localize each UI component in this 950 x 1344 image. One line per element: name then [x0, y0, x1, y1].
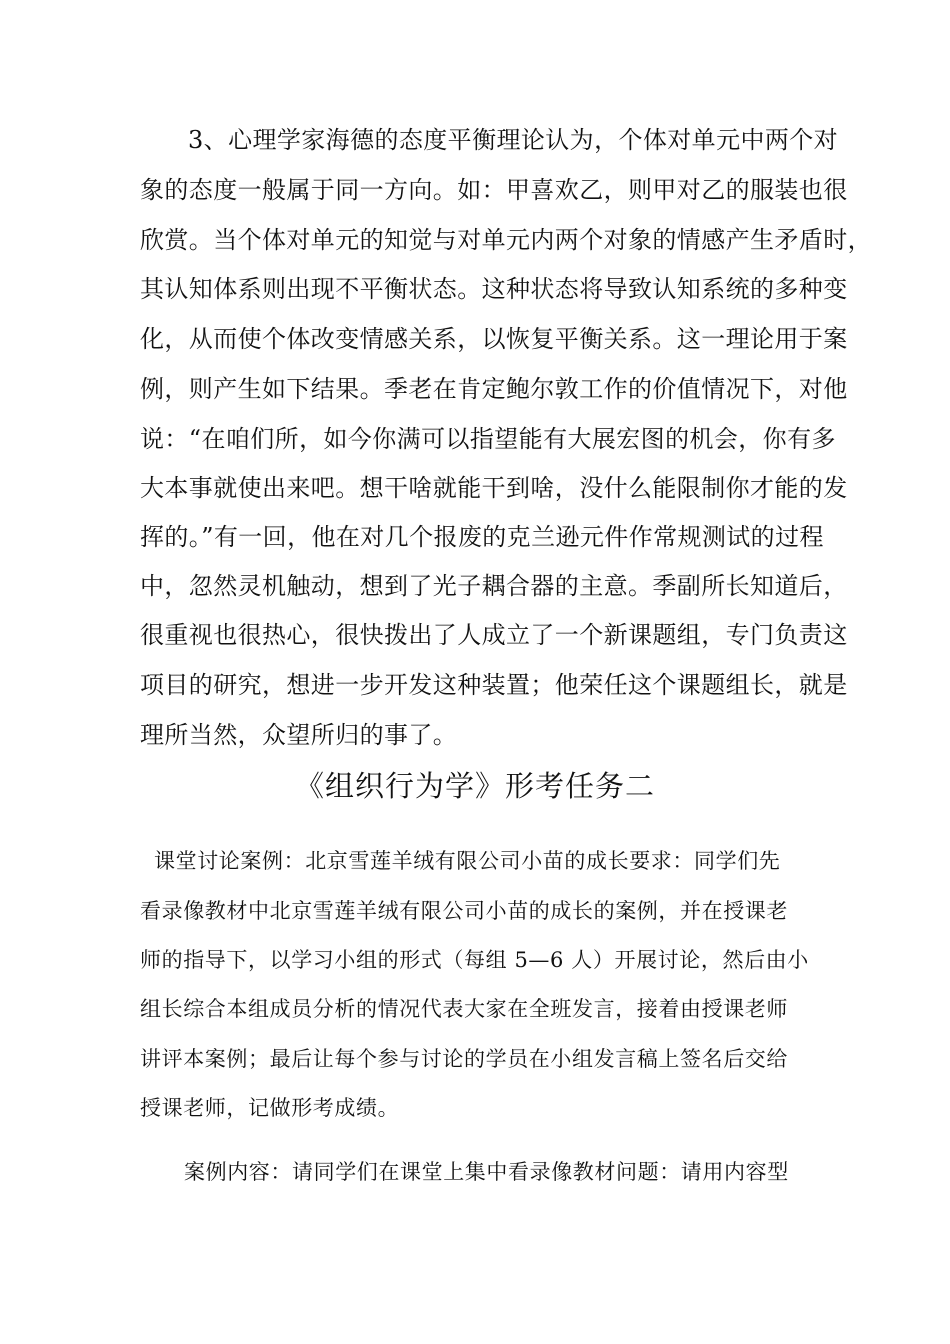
paragraph-line: 大本事就使出来吧。想干啥就能干到啥，没什么能限制你才能的发	[140, 474, 848, 502]
paragraph-line: 理所当然，众望所归的事了。	[140, 721, 458, 749]
paragraph-line: 项目的研究，想进一步开发这种装置；他荣任这个课题组长，就是	[140, 671, 848, 699]
paragraph-line: 讲评本案例；最后让每个参与讨论的学员在小组发言稿上签名后交给	[140, 1047, 788, 1071]
section-title: 《组织行为学》形考任务二	[294, 769, 655, 803]
paragraph-line: 挥的。”有一回，他在对几个报废的克兰逊元件作常规测试的过程	[140, 523, 824, 551]
paragraph-line: 3、心理学家海德的态度平衡理论认为，个体对单元中两个对	[188, 126, 839, 154]
paragraph-line: 案例内容：请同学们在课堂上集中看录像教材问题：请用内容型	[184, 1160, 789, 1184]
paragraph-line: 例，则产生如下结果。季老在肯定鲍尔敦工作的价值情况下，对他	[140, 375, 848, 403]
paragraph-line: 欣赏。当个体对单元的知觉与对单元内两个对象的情感产生矛盾时，	[140, 226, 872, 254]
paragraph-line: 象的态度一般属于同一方向。如：甲喜欢乙，则甲对乙的服装也很	[140, 176, 848, 204]
paragraph-line: 化，从而使个体改变情感关系，以恢复平衡关系。这一理论用于案	[140, 325, 848, 353]
paragraph-line: 师的指导下，以学习小组的形式（每组 5—6 人）开展讨论，然后由小	[140, 948, 809, 972]
paragraph-line: 看录像教材中北京雪莲羊绒有限公司小苗的成长的案例，并在授课老	[140, 899, 788, 923]
paragraph-line: 很重视也很热心，很快拨出了人成立了一个新课题组，专门负责这	[140, 621, 848, 649]
paragraph-line: 其认知体系则出现不平衡状态。这种状态将导致认知系统的多种变	[140, 275, 848, 303]
paragraph-line: 中，忽然灵机触动，想到了光子耦合器的主意。季副所长知道后，	[140, 572, 848, 600]
paragraph-line: 课堂讨论案例：北京雪莲羊绒有限公司小苗的成长要求：同学们先	[154, 849, 781, 873]
paragraph-line: 说：“在咱们所，如今你满可以指望能有大展宏图的机会，你有多	[140, 425, 836, 453]
paragraph-line: 授课老师，记做形考成绩。	[140, 1096, 400, 1120]
paragraph-line: 组长综合本组成员分析的情况代表大家在全班发言，接着由授课老师	[140, 997, 788, 1021]
